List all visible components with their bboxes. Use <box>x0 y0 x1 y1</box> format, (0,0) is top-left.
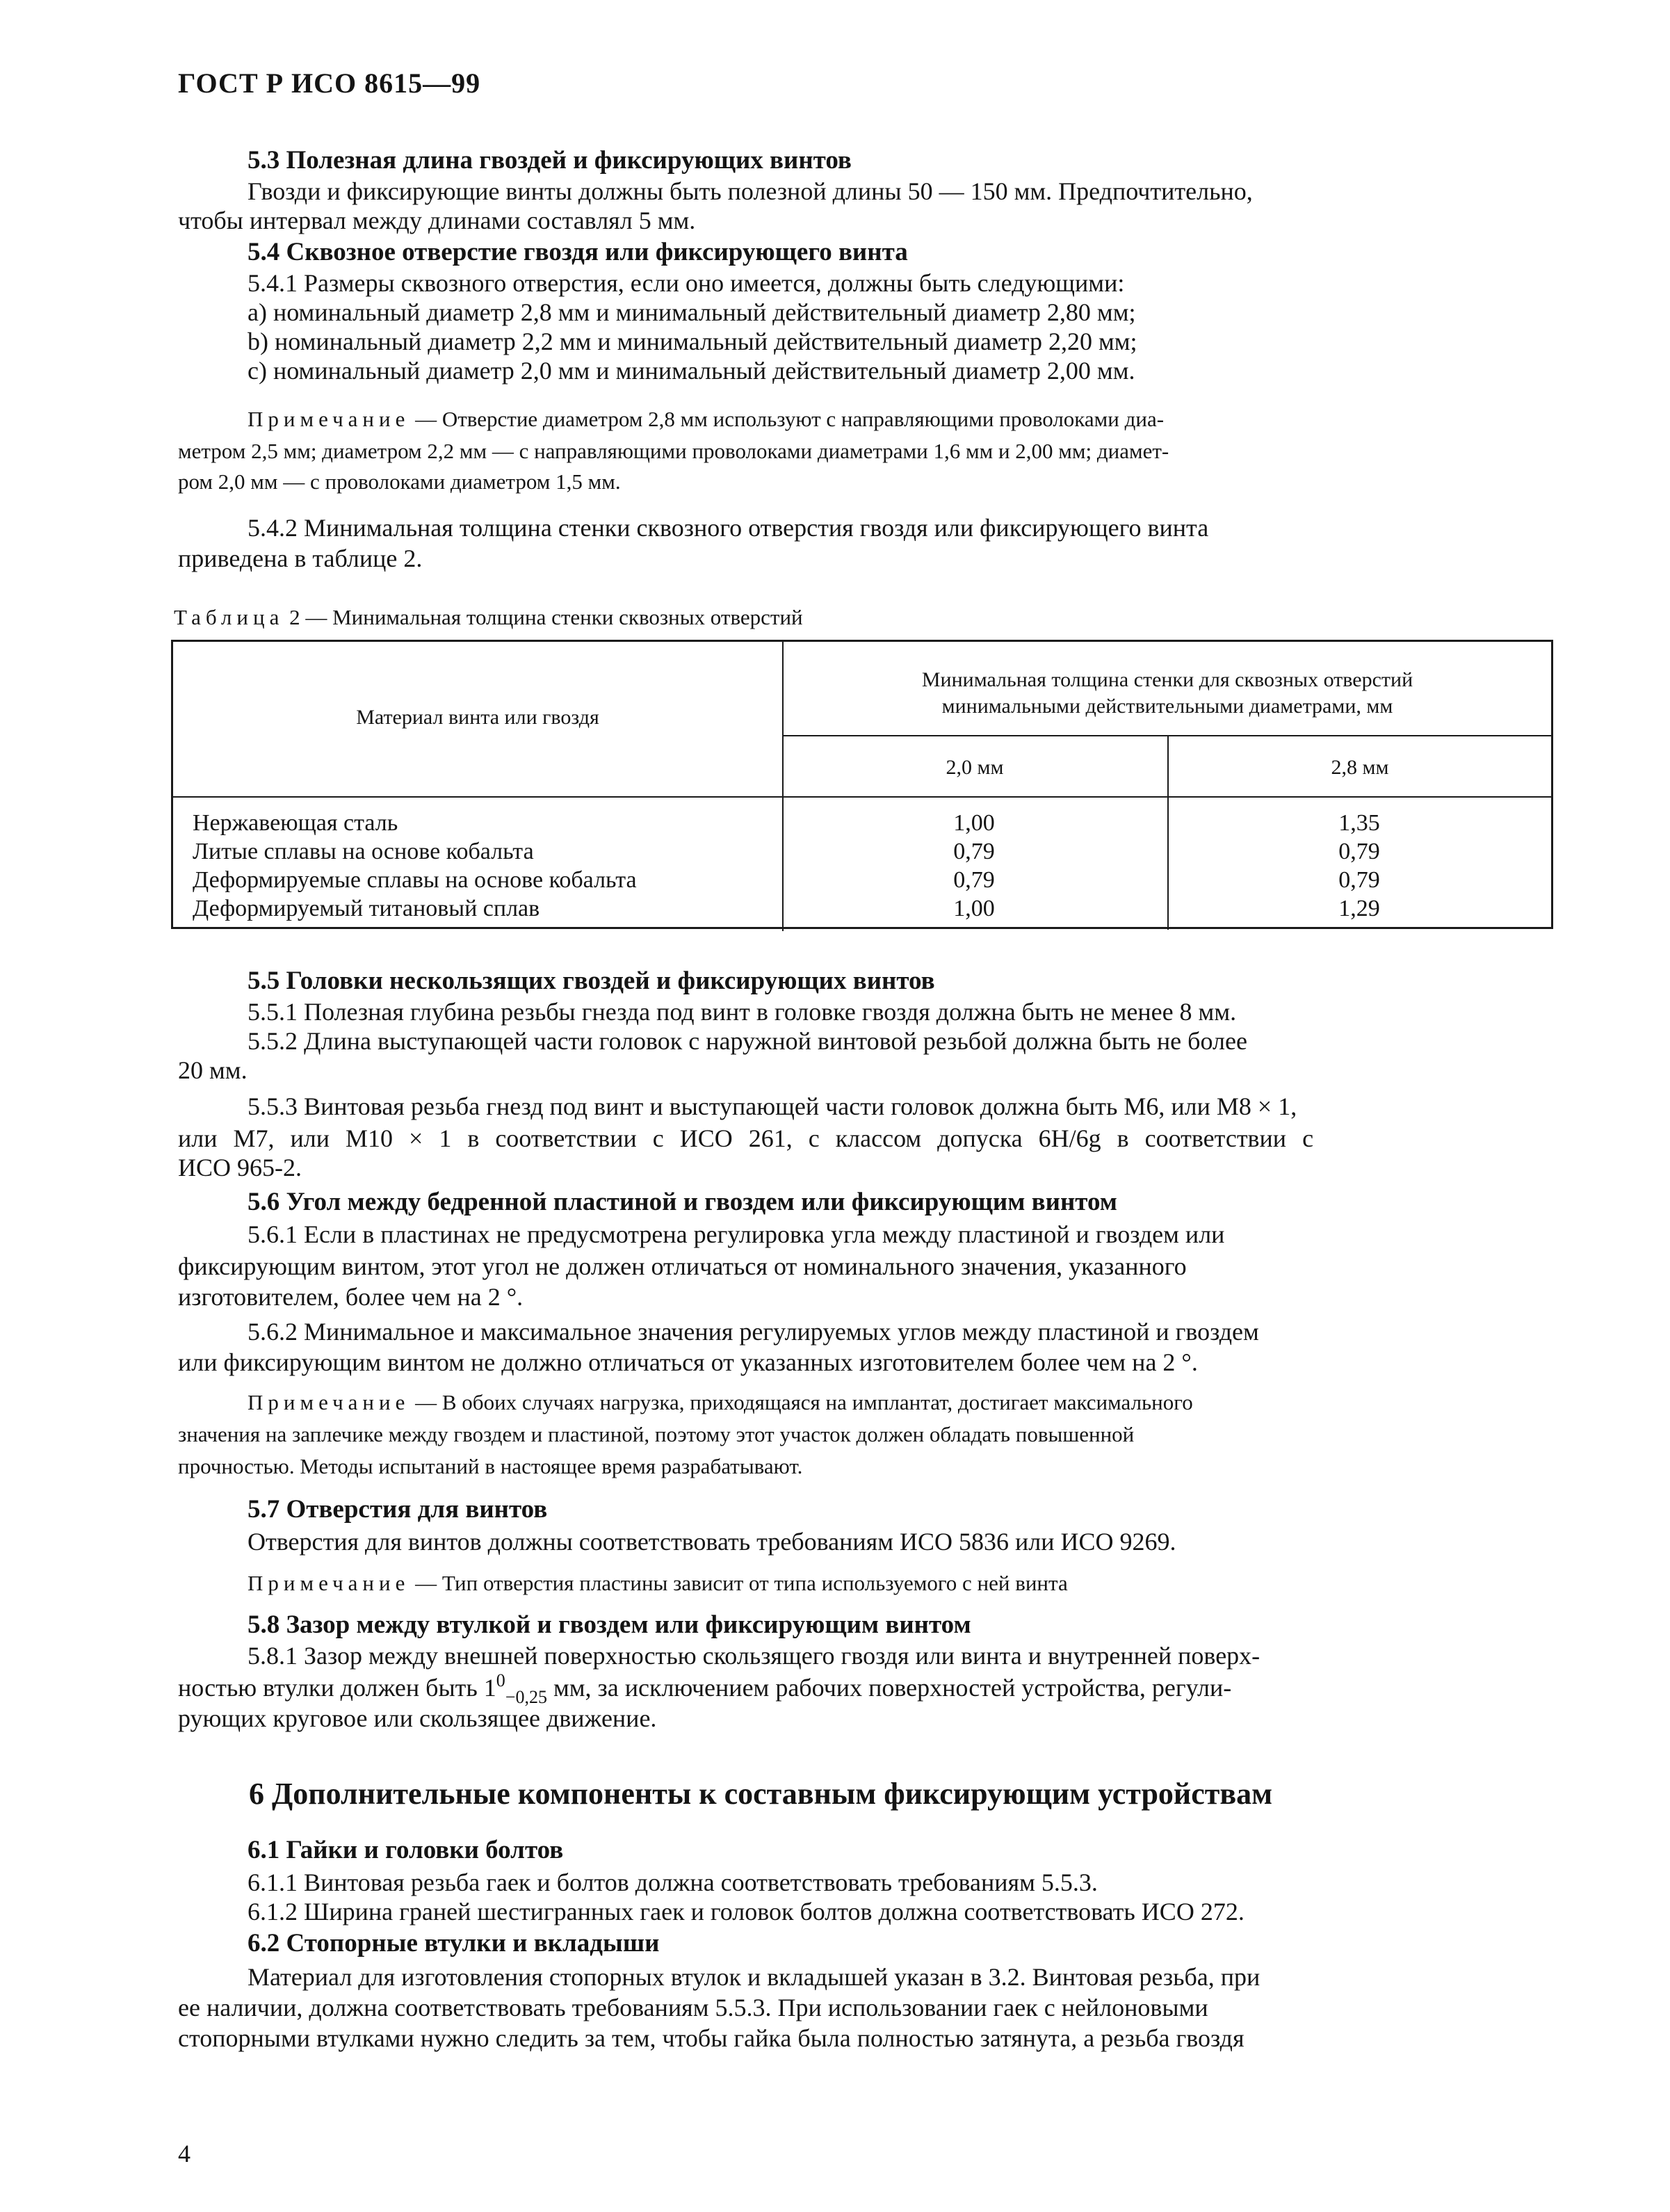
s562-line2: или фиксирующим винтом не должно отличаться от указанных изготовителем более чем на 2 °. <box>178 1348 1198 1376</box>
section-6-2-title: 6.2 Стопорные втулки и вкладыши <box>248 1929 660 1957</box>
s541-item-b: b) номинальный диаметр 2,2 мм и минимальный действительный диаметр 2,20 мм; <box>248 328 1137 355</box>
section-5-4-title: 5.4 Сквозное отверстие гвоздя или фиксирующего винта <box>248 238 908 266</box>
s561-line3: изготовителем, более чем на 2 °. <box>178 1283 524 1311</box>
s58-line1: 5.8.1 Зазор между внешней поверхностью скользящего гвоздя или винта и внутренней поверх- <box>248 1642 1260 1670</box>
note-label: Примечание <box>248 407 410 431</box>
table-cell-value: 1,00 <box>953 896 995 921</box>
table-cell-value: 0,79 <box>953 839 995 864</box>
s62-line3: стопорными втулками нужно следить за тем, чтобы гайка была полностью затянута, а резьба гвоздя <box>178 2024 1245 2052</box>
col-header-material: Материал винта или гвоздя <box>356 706 599 729</box>
section-5-5-title: 5.5 Головки нескользящих гвоздей и фиксирующих винтов <box>248 967 935 995</box>
s553-line3: ИСО 965-2. <box>178 1154 302 1181</box>
s58-line2 <box>178 1670 1232 1707</box>
s57-note <box>248 1569 1068 1598</box>
tolerance-upper: 0 <box>496 1670 505 1690</box>
s62-line2: ее наличии, должна соответствовать требованиям 5.5.3. При использовании гаек с нейлоновыми <box>178 1994 1208 2021</box>
s553-line2: или М7, или М10 × 1 в соответствии с ИСО 261, с классом допуска 6H/6g в соответствии с <box>178 1124 1314 1152</box>
s541-intro: 5.4.1 Размеры сквозного отверстия, если оно имеется, должны быть следующими: <box>248 269 1125 297</box>
s56-note-line2: значения на заплечике между гвоздем и пластиной, поэтому этот участок должен обладать повышенной <box>178 1422 1135 1446</box>
section-5-6-title: 5.6 Угол между бедренной пластиной и гвоздем или фиксирующим винтом <box>248 1188 1117 1216</box>
s553-line1: 5.5.3 Винтовая резьба гнезд под винт и выступающей части головок должна быть М6, или М8 × 1, <box>248 1092 1297 1120</box>
note-text: — Тип отверстия пластины зависит от типа используемого с ней винта <box>410 1571 1068 1595</box>
s57-line1: Отверстия для винтов должны соответствовать требованиям ИСО 5836 или ИСО 9269. <box>248 1528 1176 1556</box>
col-header-2-0: 2,0 мм <box>946 756 1004 779</box>
table-row-material: Деформируемые сплавы на основе кобальта <box>193 867 637 893</box>
s561-line2: фиксирующим винтом, этот угол не должен отличаться от номинального значения, указанного <box>178 1252 1187 1280</box>
s562-line1: 5.6.2 Минимальное и максимальное значения регулируемых углов между пластиной и гвоздем <box>248 1318 1259 1346</box>
s612: 6.1.2 Ширина граней шестигранных гаек и головок болтов должна соответствовать ИСО 272. <box>248 1898 1245 1926</box>
tolerance-lower: −0,25 <box>505 1687 547 1707</box>
table-cell-value: 0,79 <box>953 867 995 893</box>
table-divider <box>173 796 1553 798</box>
s54-note-line3: ром 2,0 мм — с проволоками диаметром 1,5 мм. <box>178 469 621 494</box>
table-cell-value: 1,29 <box>1338 896 1380 921</box>
table-row-material: Нержавеющая сталь <box>193 810 398 836</box>
section-5-7-title: 5.7 Отверстия для винтов <box>248 1495 548 1524</box>
table-divider <box>782 642 784 805</box>
s62-line1: Материал для изготовления стопорных втулок и вкладышей указан в 3.2. Винтовая резьба, при <box>248 1963 1260 1991</box>
col-header-2-8: 2,8 мм <box>1331 756 1389 779</box>
s53-line1: Гвозди и фиксирующие винты должны быть полезной длины 50 — 150 мм. Предпочтительно, <box>248 177 1253 205</box>
note-text: — В обоих случаях нагрузка, приходящаяся на имплантат, достигает максимального <box>410 1390 1193 1414</box>
s56-note-line1 <box>248 1388 1193 1417</box>
table-divider <box>782 735 1553 736</box>
note-label: Примечание <box>248 1571 410 1595</box>
s542-line1: 5.4.2 Минимальная толщина стенки сквозного отверстия гвоздя или фиксирующего винта <box>248 514 1209 542</box>
s542-line2: приведена в таблице 2. <box>178 544 423 572</box>
col-header-thickness-line1: Минимальная толщина стенки для сквозных отверстий <box>921 668 1413 691</box>
table-row-material: Деформируемый титановый сплав <box>193 896 540 921</box>
s551: 5.5.1 Полезная глубина резьбы гнезда под винт в головке гвоздя должна быть не менее 8 мм. <box>248 998 1237 1026</box>
s541-item-c: c) номинальный диаметр 2,0 мм и минимальный действительный диаметр 2,00 мм. <box>248 357 1135 385</box>
col-header-thickness-line2: минимальными действительными диаметрами, мм <box>941 695 1393 718</box>
section-5-8-title: 5.8 Зазор между втулкой и гвоздем или фиксирующим винтом <box>248 1610 971 1639</box>
s58-line2-post: мм, за исключением рабочих поверхностей устройства, регули- <box>546 1674 1232 1702</box>
table-cell-value: 0,79 <box>1338 867 1380 893</box>
table-2 <box>171 640 1553 929</box>
document-header: ГОСТ Р ИСО 8615—99 <box>178 67 481 99</box>
page-number: 4 <box>178 2140 190 2167</box>
note-label: Примечание <box>248 1390 410 1414</box>
table-divider <box>782 805 784 931</box>
s611: 6.1.1 Винтовая резьба гаек и болтов должна соответствовать требованиям 5.5.3. <box>248 1868 1098 1896</box>
s541-item-a: a) номинальный диаметр 2,8 мм и минимальный действительный диаметр 2,80 мм; <box>248 298 1136 326</box>
note-text: — Отверстие диаметром 2,8 мм используют с направляющими проволоками диа- <box>410 407 1165 431</box>
s561-line1: 5.6.1 Если в пластинах не предусмотрена регулировка угла между пластиной и гвоздем или <box>248 1220 1225 1248</box>
s552-line2: 20 мм. <box>178 1056 248 1084</box>
section-6-title: 6 Дополнительные компоненты к составным фиксирующим устройствам <box>249 1777 1273 1811</box>
table-cell-value: 1,35 <box>1338 810 1380 836</box>
table-cell-value: 0,79 <box>1338 839 1380 864</box>
s54-note-line2: метром 2,5 мм; диаметром 2,2 мм — с направляющими проволоками диаметрами 1,6 мм и 2,00 мм; диамет- <box>178 439 1169 463</box>
table-caption <box>174 605 803 630</box>
table-row-material: Литые сплавы на основе кобальта <box>193 839 534 864</box>
s56-note-line3: прочностью. Методы испытаний в настоящее время разрабатывают. <box>178 1454 803 1478</box>
s53-line2: чтобы интервал между длинами составлял 5 мм. <box>178 207 696 234</box>
s58-line2-pre: ностью втулки должен быть 1 <box>178 1674 496 1702</box>
s552-line1: 5.5.2 Длина выступающей части головок с наружной винтовой резьбой должна быть не более <box>248 1027 1247 1055</box>
section-6-1-title: 6.1 Гайки и головки болтов <box>248 1836 564 1864</box>
s54-note-line1 <box>248 405 1164 434</box>
section-5-3-title: 5.3 Полезная длина гвоздей и фиксирующих винтов <box>248 146 852 175</box>
table-caption-text: 2 — Минимальная толщина стенки сквозных отверстий <box>284 605 803 629</box>
table-cell-value: 1,00 <box>953 810 995 836</box>
table-caption-label: Таблица <box>174 605 284 629</box>
s58-line3: рующих круговое или скользящее движение. <box>178 1704 657 1732</box>
